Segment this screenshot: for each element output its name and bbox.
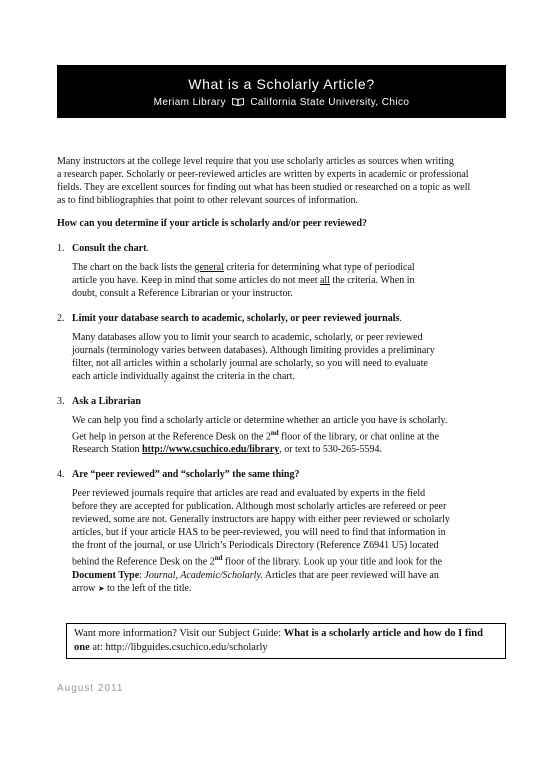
subject-guide-link[interactable]: http://libguides.csuchico.edu/scholarly [105,642,268,653]
library-name: Meriam Library [153,97,226,108]
item-body: We can help you find a scholarly article or determine whether an article you have is scholarly. Get help in person at the Reference Desk on the 2nd floor of the library, or chat online at the Research Station http://www.csuchico.edu/library, or text to 530-265-5594. [72,415,448,456]
publication-date: August 2011 [57,683,124,694]
open-book-icon [232,97,244,106]
list-item [57,395,515,456]
item-body: Many databases allow you to limit your search to academic, scholarly, or peer reviewed journals (terminology varies between databases). Although limiting provides a preliminary filter, not all articles within a scholarly journal are scholarly, so you will need to evaluate each article individually against the criteria in the chart. [72,332,435,382]
library-website-link[interactable]: http://www.csuchico.edu/library [141,444,280,456]
list-item [57,312,515,383]
page-subtitle [57,97,506,108]
arrow-icon: ➤ [97,583,105,593]
key-question: How can you determine if your article is scholarly and/or peer reviewed? [57,218,368,229]
main-content [57,155,515,595]
subject-guide-box: Want more information? Visit our Subject Guide: What is a scholarly article and how do I find one at: http://libguides.csuchico.edu/scholarly [66,623,506,659]
item-heading: 3. Ask a Librarian [57,396,141,407]
page-title: What is a Scholarly Article? [188,76,375,92]
item-body: Peer reviewed journals require that articles are read and evaluated by experts in the field before they are accepted for publication. Although most scholarly articles are refereed or peer reviewed, some are not. Generally instructors are happy with either peer reviewed or scholarly articles, but if your article HAS to be peer-reviewed, you will need to find that information in the front of the journal, or use Ulrich’s Periodicals Directory (Reference Z6941 U5) located behind the Reference Desk on the 2nd floor of the library. Look up your title and look for the Document Type: Journal, Academic/Scholarly. Articles that are peer reviewed will have an arrow ➤ to the left of the title. [72,488,450,594]
intro-paragraph: Many instructors at the college level require that you use scholarly articles as sources when writing a research paper. Scholarly or peer-reviewed articles are written by experts in academic or professional fields. They are excellent sources for finding out what has been studied or researched on a topic as well as to find bibliographies that point to other relevant sources of information. [57,156,471,206]
university-name: California State University, Chico [250,97,410,108]
item-heading: 1. Consult the chart. [57,243,149,254]
item-heading: 2. Limit your database search to academic, scholarly, or peer reviewed journals. [57,313,402,324]
list-item [57,242,515,300]
item-heading: 4. Are “peer reviewed” and “scholarly” the same thing? [57,469,300,481]
header-banner [57,65,506,118]
item-body: The chart on the back lists the general criteria for determining what type of periodical article you have. Keep in mind that some articles do not meet all the criteria. When in doubt, consult a Reference Librarian or your instructor. [72,262,415,299]
list-item [57,468,515,594]
